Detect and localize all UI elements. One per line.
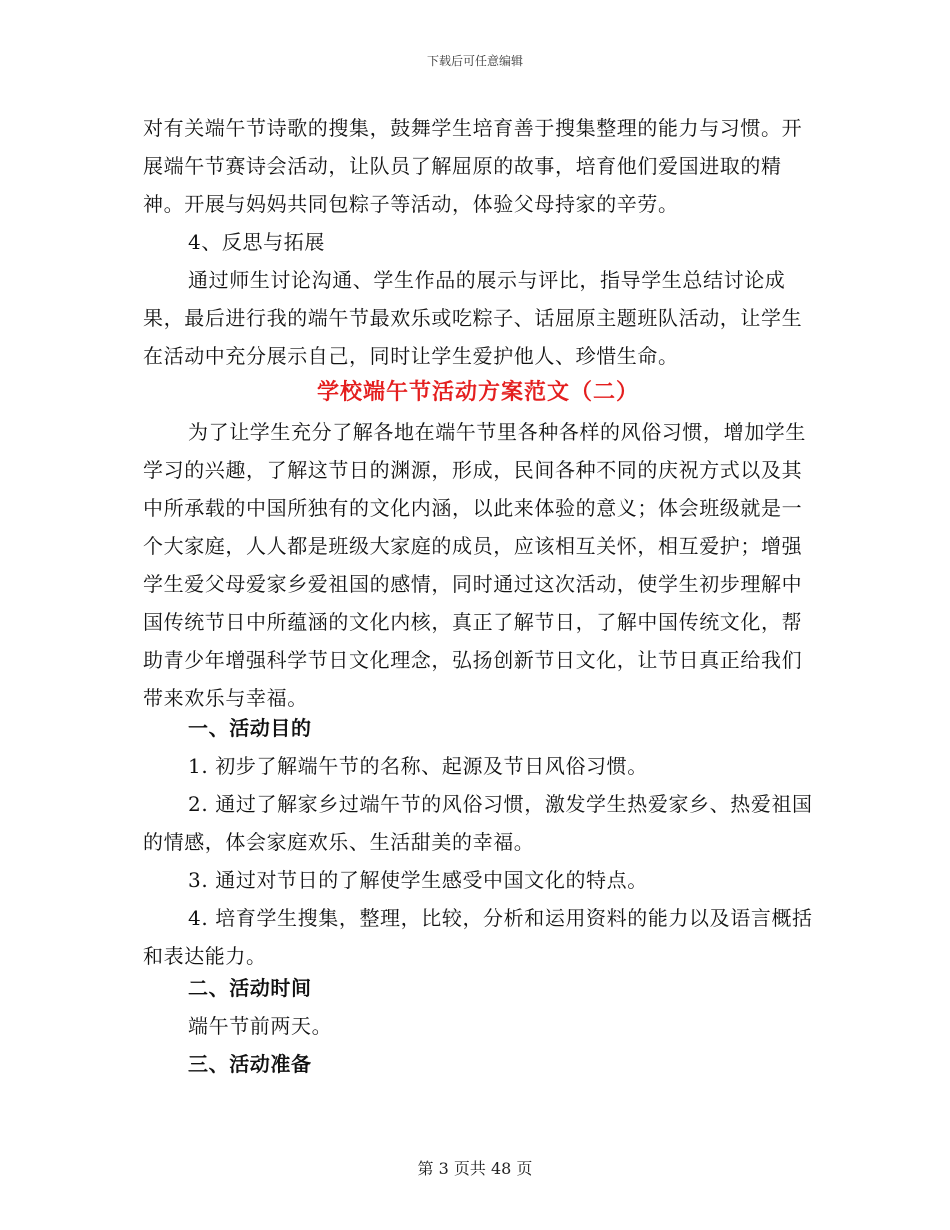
section-2-body: 端午节前两天。 (188, 1014, 333, 1038)
paragraph-poetry-activities: 对有关端午节诗歌的搜集，鼓舞学生培育善于搜集整理的能力与习惯。开展端午节赛诗会活动，让队员了解屈原的故事，培育他们爱国进取的精神。开展与妈妈共同包粽子等活动，体验父母持家的辛劳。 (143, 116, 803, 216)
section-1-title: 一、活动目的 (188, 716, 312, 740)
page-footer: 第 3 页共 48 页 (417, 1159, 533, 1178)
page-header: 下载后可任意编辑 (426, 54, 523, 68)
goal-item-2: 2. 通过了解家乡过端午节的风俗习惯，激发学生热爱家乡、热爱祖国的情感，体会家庭欢乐、生活甜美的幸福。 (143, 792, 813, 854)
section-2-title: 二、活动时间 (188, 976, 312, 1000)
item-4-title: 4、反思与拓展 (188, 230, 325, 254)
item-4-body: 通过师生讨论沟通、学生作品的展示与评比，指导学生总结讨论成果，最后进行我的端午节最欢乐或吃粽子、话屈原主题班队活动，让学生在活动中充分展示自己，同时让学生爱护他人、珍惜生命。 (143, 268, 803, 368)
goal-item-1: 1. 初步了解端午节的名称、起源及节日风俗习惯。 (188, 754, 648, 778)
goal-item-4: 4. 培育学生搜集，整理，比较，分析和运用资料的能力以及语言概括和表达能力。 (143, 906, 813, 968)
goal-item-3: 3. 通过对节日的了解使学生感受中国文化的特点。 (188, 868, 648, 892)
section-3-title: 三、活动准备 (188, 1052, 312, 1076)
intro-paragraph: 为了让学生充分了解各地在端午节里各种各样的风俗习惯，增加学生学习的兴趣，了解这节日的渊源，形成，民间各种不同的庆祝方式以及其中所承载的中国所独有的文化内涵，以此来体验的意义；体会班级就是一个大家庭，人人都是班级大家庭的成员，应该相互关怀，相互爱护；增强学生爱父母爱家乡爱祖国的感情，同时通过这次活动，使学生初步理解中国传统节日中所蕴涵的文化内核，真正了解节日，了解中国传统文化，帮助青少年增强科学节日文化理念，弘扬创新节日文化，让节日真正给我们带来欢乐与幸福。 (143, 420, 806, 710)
section-title-red: 学校端午节活动方案范文（二） (316, 379, 639, 405)
